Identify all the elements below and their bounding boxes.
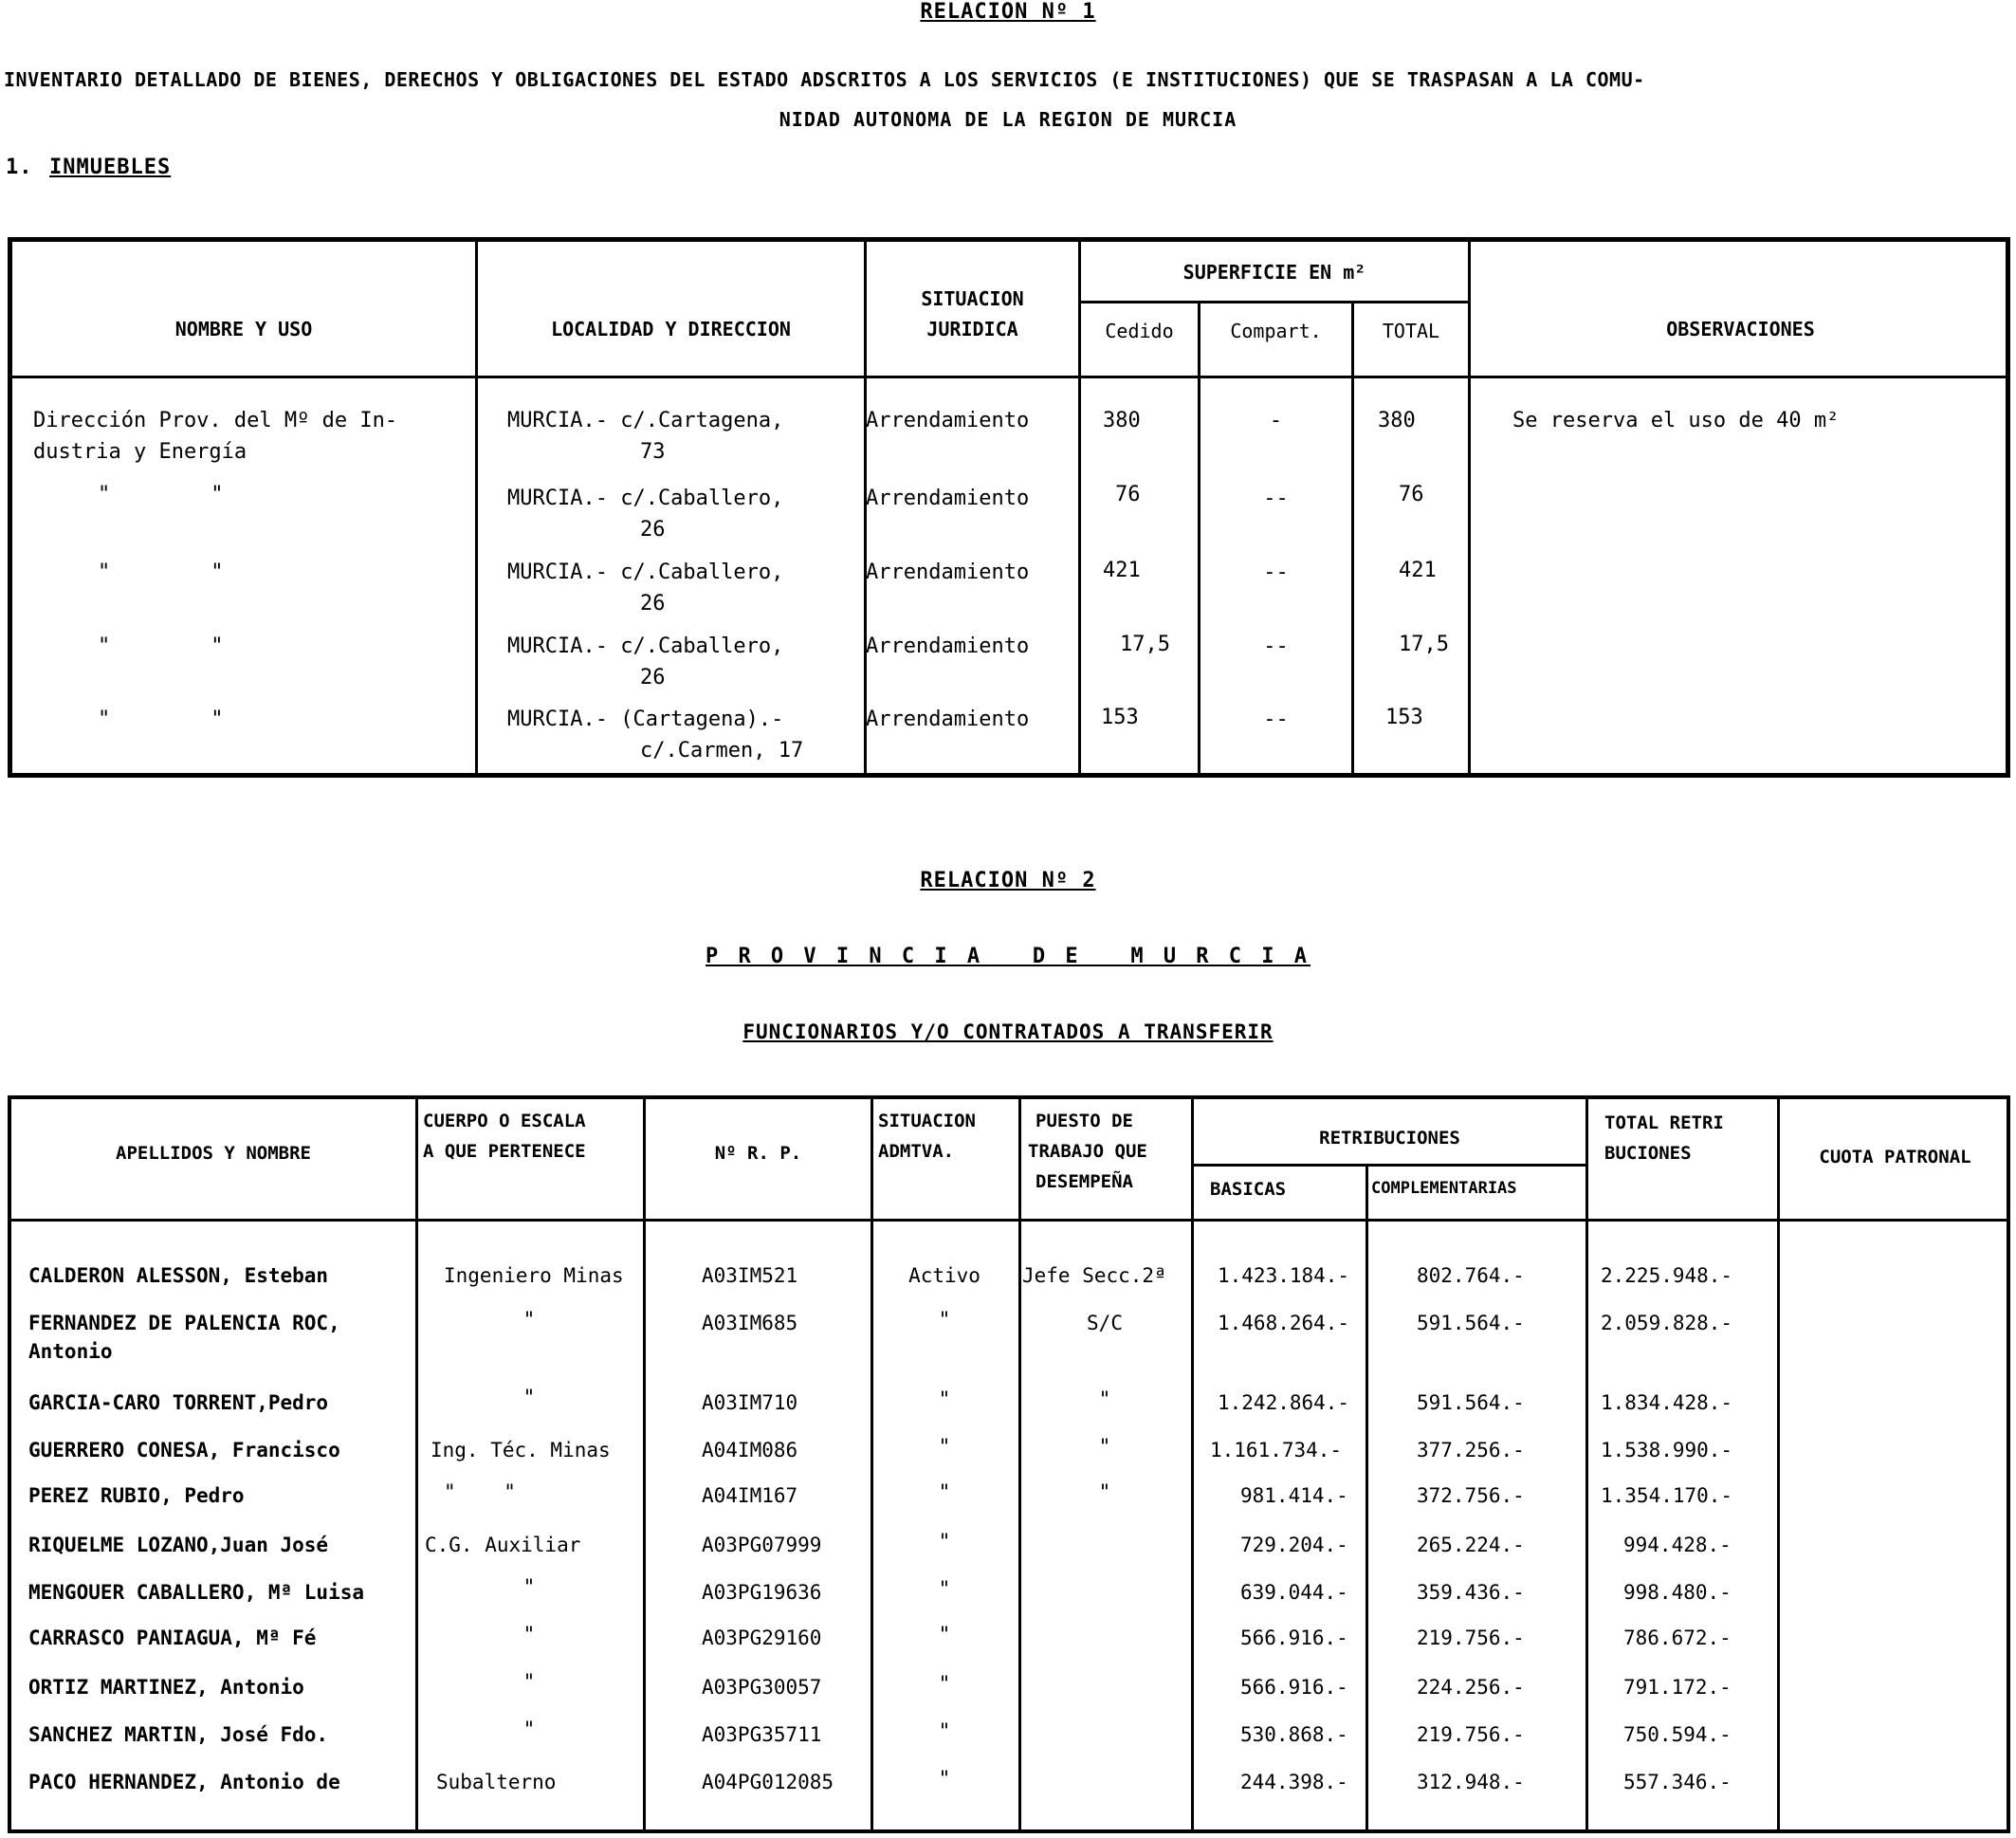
cell-complementarias: 312.948.-	[1417, 1771, 1525, 1793]
cell-nrp: A03PG29160	[702, 1627, 822, 1649]
cell-nombre: RIQUELME LOZANO,Juan José	[28, 1534, 329, 1556]
cell-cuerpo: C.G. Auxiliar	[425, 1534, 581, 1556]
cell-nombre: FERNANDEZ DE PALENCIA ROC,	[28, 1312, 340, 1334]
cell-situacion: "	[938, 1719, 951, 1742]
cell-localidad: 26	[640, 666, 666, 689]
cell-cedido: 76	[1115, 483, 1141, 506]
cell-cuerpo: Ing. Téc. Minas	[431, 1439, 611, 1461]
relacion-2-heading: RELACION Nº 2	[920, 869, 1096, 892]
funcionarios-table	[8, 1095, 2010, 1833]
col-header-nombre: NOMBRE Y USO	[174, 318, 313, 340]
col-header-retribuciones: RETRIBUCIONES	[1319, 1128, 1460, 1149]
col-header-observaciones: OBSERVACIONES	[1666, 318, 1815, 340]
cell-situacion: "	[938, 1530, 951, 1553]
col-header-cuerpo-2: A QUE PERTENECE	[423, 1141, 586, 1162]
cell-nombre: ORTIZ MARTINEZ, Antonio	[28, 1676, 304, 1699]
cell-basicas: 729.204.-	[1240, 1534, 1348, 1556]
cell-compart: --	[1263, 708, 1289, 731]
cell-basicas: 1.161.734.-	[1210, 1439, 1343, 1461]
cell-situacion: Arrendamiento	[866, 634, 1030, 658]
col-header-localidad: LOCALIDAD Y DIRECCION	[551, 318, 791, 340]
cell-nrp: A03IM685	[702, 1312, 798, 1334]
cell-total: 2.059.828.-	[1601, 1312, 1733, 1334]
col-header-situacion-1: SITUACION	[921, 287, 1024, 310]
cell-nrp: A03IM710	[702, 1391, 798, 1414]
col-divider	[1351, 302, 1354, 773]
col-header-cedido: Cedido	[1105, 320, 1174, 342]
cell-nombre: GARCIA-CARO TORRENT,Pedro	[28, 1391, 329, 1414]
cell-cuerpo: "	[522, 1308, 536, 1331]
header-divider	[12, 376, 2006, 378]
cell-total: 1.538.990.-	[1601, 1439, 1733, 1461]
col-header-total-1: TOTAL RETRI	[1604, 1112, 1724, 1133]
row-divider	[1078, 301, 1468, 303]
cell-localidad: c/.Carmen, 17	[640, 739, 804, 763]
cell-total: 557.346.-	[1623, 1771, 1732, 1793]
cell-localidad: MURCIA.- (Cartagena).-	[507, 708, 784, 731]
cell-cedido: 17,5	[1120, 633, 1170, 656]
cell-total: 1.834.428.-	[1601, 1391, 1733, 1414]
cell-cuerpo: "	[522, 1575, 536, 1598]
cell-complementarias: 377.256.-	[1417, 1439, 1525, 1461]
cell-nombre: " "	[98, 708, 224, 731]
cell-complementarias: 372.756.-	[1417, 1484, 1525, 1507]
col-divider	[643, 1099, 646, 1829]
col-header-puesto-1: PUESTO DE	[1035, 1111, 1133, 1131]
cell-nombre: CARRASCO PANIAGUA, Mª Fé	[28, 1627, 317, 1649]
relacion-1-intro-line2: NIDAD AUTONOMA DE LA REGION DE MURCIA	[779, 108, 1237, 131]
cell-basicas: 639.044.-	[1240, 1581, 1348, 1604]
col-header-cuerpo-1: CUERPO O ESCALA	[423, 1111, 586, 1131]
cell-puesto: "	[1098, 1388, 1111, 1410]
col-header-superficie: SUPERFICIE EN m²	[1182, 261, 1366, 284]
cell-nrp: A03PG07999	[702, 1534, 822, 1556]
cell-total: 791.172.-	[1623, 1676, 1732, 1699]
cell-compart: --	[1263, 487, 1289, 510]
cell-total: 998.480.-	[1623, 1581, 1732, 1604]
cell-basicas: 981.414.-	[1240, 1484, 1348, 1507]
cell-basicas: 1.468.264.-	[1218, 1312, 1350, 1334]
cell-complementarias: 591.564.-	[1417, 1391, 1525, 1414]
cell-basicas: 1.242.864.-	[1218, 1391, 1350, 1414]
cell-nrp: A04PG012085	[702, 1771, 834, 1793]
cell-puesto: Jefe Secc.2ª	[1022, 1264, 1166, 1287]
cell-nombre: Antonio	[28, 1340, 113, 1363]
col-header-total: TOTAL	[1382, 320, 1440, 342]
cell-nombre: GUERRERO CONESA, Francisco	[28, 1439, 340, 1461]
cell-situacion: "	[938, 1308, 951, 1331]
cell-situacion: "	[938, 1435, 951, 1458]
cell-situacion: "	[938, 1480, 951, 1503]
cell-complementarias: 802.764.-	[1417, 1264, 1525, 1287]
col-header-apellidos: APELLIDOS Y NOMBRE	[116, 1143, 311, 1164]
cell-localidad: 26	[640, 518, 666, 542]
cell-basicas: 530.868.-	[1240, 1723, 1348, 1746]
cell-complementarias: 265.224.-	[1417, 1534, 1525, 1556]
cell-nombre: " "	[98, 634, 224, 658]
cell-complementarias: 219.756.-	[1417, 1627, 1525, 1649]
cell-nrp: A04IM167	[702, 1484, 798, 1507]
cell-basicas: 566.916.-	[1240, 1627, 1348, 1649]
cell-localidad: MURCIA.- c/.Caballero,	[507, 634, 784, 658]
cell-complementarias: 591.564.-	[1417, 1312, 1525, 1334]
cell-nrp: A03PG35711	[702, 1723, 822, 1746]
col-header-basicas: BASICAS	[1210, 1179, 1287, 1200]
col-header-situacion-2: ADMTVA.	[878, 1141, 955, 1162]
col-header-total-2: BUCIONES	[1604, 1143, 1692, 1164]
cell-nombre: SANCHEZ MARTIN, José Fdo.	[28, 1723, 329, 1746]
cell-situacion: "	[938, 1388, 951, 1410]
cell-nrp: A03PG19636	[702, 1581, 822, 1604]
col-header-puesto-2: TRABAJO QUE	[1028, 1141, 1147, 1162]
cell-localidad: MURCIA.- c/.Caballero,	[507, 561, 784, 584]
section-number: 1.	[6, 156, 33, 179]
relacion-1-intro-line1: INVENTARIO DETALLADO DE BIENES, DERECHOS Y OBLIGACIONES DEL ESTADO ADSCRITOS A LOS SERVICIOS (E INSTITUCIONES) QUE SE TRASPASAN A LA COMU-	[4, 68, 1645, 91]
cell-localidad: 73	[640, 440, 666, 464]
cell-total: 750.594.-	[1623, 1723, 1732, 1746]
cell-basicas: 566.916.-	[1240, 1676, 1348, 1699]
cell-compart: --	[1263, 634, 1289, 658]
col-divider	[1191, 1099, 1194, 1829]
cell-nombre: dustria y Energía	[33, 440, 247, 464]
cell-nombre: PEREZ RUBIO, Pedro	[28, 1484, 245, 1507]
cell-situacion: "	[938, 1672, 951, 1695]
cell-cedido: 380	[1103, 409, 1141, 432]
cell-basicas: 244.398.-	[1240, 1771, 1348, 1793]
cell-cuerpo: "	[522, 1623, 536, 1645]
cell-nombre: " "	[98, 483, 224, 506]
cell-cedido: 153	[1101, 706, 1139, 729]
cell-cuerpo: "	[522, 1718, 536, 1740]
cell-total: 2.225.948.-	[1601, 1264, 1733, 1287]
header-divider	[11, 1219, 2007, 1222]
col-header-complementarias: COMPLEMENTARIAS	[1371, 1179, 1517, 1198]
cell-cedido: 421	[1103, 559, 1141, 582]
col-header-cuota: CUOTA PATRONAL	[1819, 1147, 1971, 1167]
section-title: INMUEBLES	[49, 156, 172, 179]
cell-total: 1.354.170.-	[1601, 1484, 1733, 1507]
cell-total: 76	[1399, 483, 1424, 506]
relacion-1-heading: RELACION Nº 1	[920, 0, 1096, 24]
relacion-2-subtitle: FUNCIONARIOS Y/O CONTRATADOS A TRANSFERIR	[742, 1020, 1274, 1043]
cell-cuerpo: " "	[444, 1480, 516, 1503]
cell-cuerpo: "	[522, 1386, 536, 1408]
col-header-situacion-1: SITUACION	[878, 1111, 976, 1131]
cell-total: 17,5	[1399, 633, 1449, 656]
cell-compart: --	[1263, 561, 1289, 584]
cell-situacion: "	[938, 1623, 951, 1645]
cell-situacion: "	[938, 1577, 951, 1600]
cell-situacion: Arrendamiento	[866, 409, 1030, 432]
col-header-nrp: Nº R. P.	[714, 1143, 802, 1164]
cell-localidad: MURCIA.- c/.Caballero,	[507, 487, 784, 510]
cell-nrp: A03PG30057	[702, 1676, 822, 1699]
cell-localidad: 26	[640, 592, 666, 616]
cell-total: 994.428.-	[1623, 1534, 1732, 1556]
cell-situacion: Arrendamiento	[866, 487, 1030, 510]
cell-nombre: Dirección Prov. del Mº de In-	[33, 409, 398, 432]
cell-nombre: MENGOUER CABALLERO, Mª Luisa	[28, 1581, 365, 1604]
cell-cuerpo: Subalterno	[436, 1771, 557, 1793]
cell-complementarias: 224.256.-	[1417, 1676, 1525, 1699]
col-divider	[1365, 1166, 1368, 1829]
cell-cuerpo: Ingeniero Minas	[444, 1264, 624, 1287]
cell-complementarias: 359.436.-	[1417, 1581, 1525, 1604]
cell-puesto: S/C	[1087, 1312, 1123, 1334]
province-title: P R O V I N C I A D E M U R C I A	[705, 945, 1311, 968]
cell-situacion: Arrendamiento	[866, 708, 1030, 731]
col-header-puesto-3: DESEMPEÑA	[1035, 1171, 1133, 1192]
cell-total: 421	[1399, 559, 1437, 582]
cell-compart: -	[1269, 409, 1283, 432]
cell-situacion: Arrendamiento	[866, 561, 1030, 584]
row-divider	[1191, 1164, 1585, 1167]
cell-nrp: A04IM086	[702, 1439, 798, 1461]
cell-nrp: A03IM521	[702, 1264, 798, 1287]
cell-situacion: "	[938, 1767, 951, 1790]
cell-total: 380	[1378, 409, 1416, 432]
col-header-compart: Compart.	[1230, 320, 1322, 342]
col-header-situacion-2: JURIDICA	[926, 318, 1018, 340]
cell-nombre: " "	[98, 561, 224, 584]
col-divider	[1585, 1099, 1588, 1829]
cell-nombre: CALDERON ALESSON, Esteban	[28, 1264, 329, 1287]
cell-situacion: Activo	[908, 1264, 981, 1287]
col-divider	[1777, 1099, 1780, 1829]
col-divider	[1198, 302, 1200, 773]
cell-observaciones: Se reserva el uso de 40 m²	[1512, 409, 1840, 432]
cell-cuerpo: "	[522, 1670, 536, 1693]
inmuebles-table	[8, 237, 2010, 778]
cell-basicas: 1.423.184.-	[1218, 1264, 1350, 1287]
cell-nombre: PACO HERNANDEZ, Antonio de	[28, 1771, 340, 1793]
cell-complementarias: 219.756.-	[1417, 1723, 1525, 1746]
cell-total: 153	[1385, 706, 1423, 729]
cell-puesto: "	[1098, 1480, 1111, 1503]
cell-total: 786.672.-	[1623, 1627, 1732, 1649]
cell-puesto: "	[1098, 1435, 1111, 1458]
cell-localidad: MURCIA.- c/.Cartagena,	[507, 409, 784, 432]
col-divider	[1018, 1099, 1021, 1829]
